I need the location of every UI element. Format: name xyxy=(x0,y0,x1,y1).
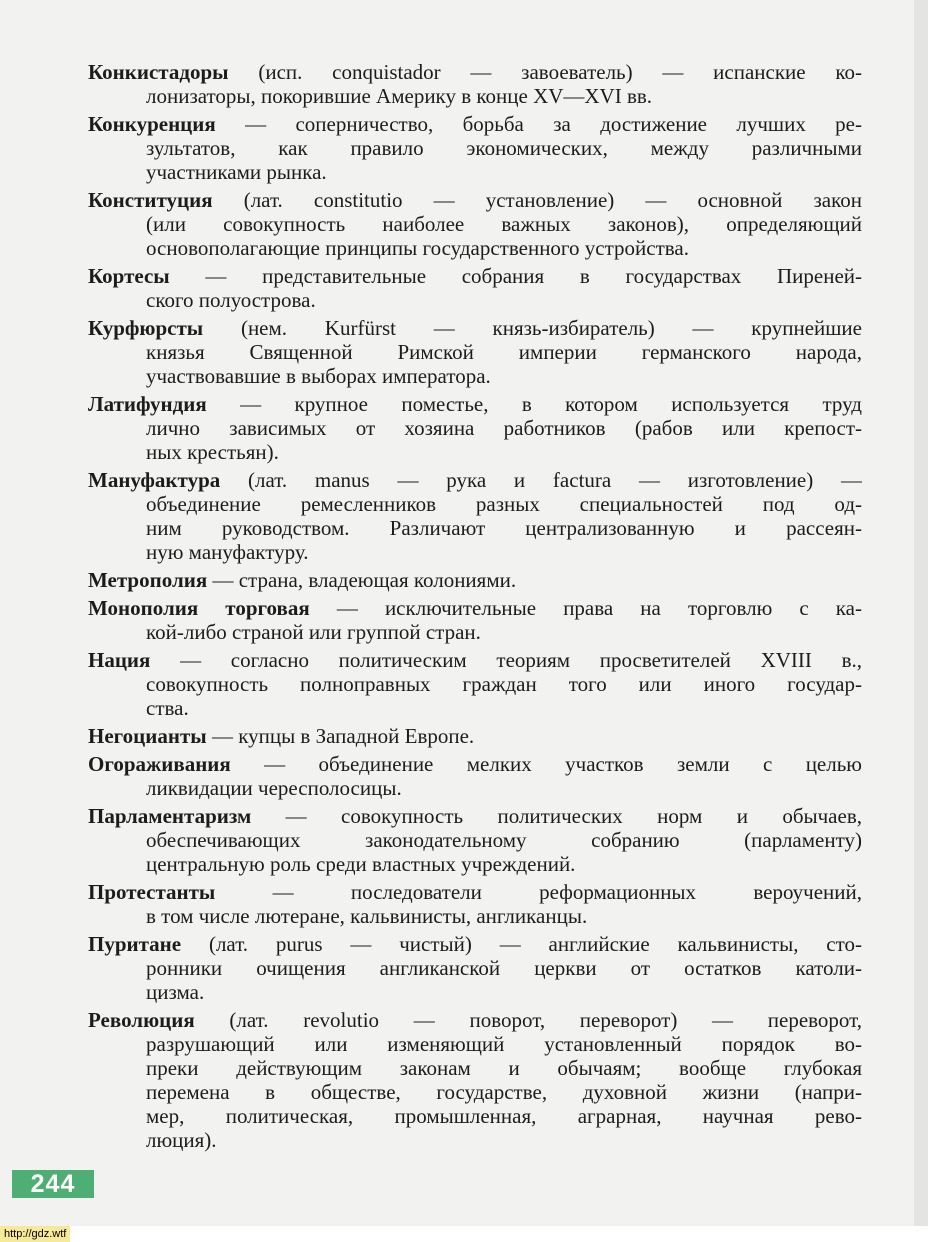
entry-definition-text: (нем. Kurfürst — князь-избиратель) — крупнейшие xyxy=(203,316,862,340)
entry-term: Кортесы xyxy=(88,264,170,288)
entry-definition-text: — представительные собрания в государствах Пиреней- xyxy=(169,264,862,288)
entry-first-line xyxy=(88,596,862,620)
glossary-entry xyxy=(88,264,862,312)
entry-line xyxy=(88,904,862,928)
glossary-entry xyxy=(88,468,862,564)
entry-definition-text: — крупное поместье, в котором используется труд xyxy=(206,392,862,416)
entry-line xyxy=(88,620,862,644)
glossary-entry xyxy=(88,316,862,388)
glossary-entry xyxy=(88,648,862,720)
entry-line xyxy=(88,1128,862,1152)
glossary-entry xyxy=(88,568,862,592)
page-number: 244 xyxy=(12,1170,94,1198)
glossary-entry xyxy=(88,932,862,1004)
glossary-entry xyxy=(88,804,862,876)
entry-definition-text: (лат. constitutio — установление) — основной закон xyxy=(212,188,862,212)
glossary-entry xyxy=(88,724,862,748)
entry-definition-text: участниками рынка. xyxy=(146,160,327,184)
entry-term: Парламентаризм xyxy=(88,804,252,828)
entry-definition-text: ства. xyxy=(146,696,189,720)
entry-first-line xyxy=(88,60,862,84)
entry-line xyxy=(88,1080,862,1104)
entry-definition-text: центральную роль среди властных учреждений. xyxy=(146,852,576,876)
entry-line xyxy=(88,416,862,440)
entry-line xyxy=(88,440,862,464)
entry-definition-text: участвовавшие в выборах императора. xyxy=(146,364,491,388)
entry-definition-text: лонизаторы, покорившие Америку в конце XV—XVI вв. xyxy=(146,84,653,108)
entry-definition-text: — последователи реформационных вероучений, xyxy=(215,880,862,904)
entry-term: Пуритане xyxy=(88,932,182,956)
entry-line xyxy=(88,852,862,876)
entry-first-line xyxy=(88,932,862,956)
glossary-entry xyxy=(88,880,862,928)
entry-term: Мануфактура xyxy=(88,468,221,492)
entry-line xyxy=(88,1032,862,1056)
entry-line xyxy=(88,956,862,980)
entry-first-line xyxy=(88,724,862,748)
entry-definition-text: перемена в обществе, государстве, духовной жизни (напри- xyxy=(146,1080,862,1104)
glossary-entry xyxy=(88,112,862,184)
entry-first-line xyxy=(88,316,862,340)
entry-definition-text: в том числе лютеране, кальвинисты, англиканцы. xyxy=(146,904,588,928)
entry-definition-text: (или совокупность наиболее важных законов), определяющий xyxy=(146,212,862,236)
glossary-entry xyxy=(88,752,862,800)
entry-definition-text: зультатов, как правило экономических, между различными xyxy=(146,136,862,160)
entry-definition-text: — совокупность политических норм и обычаев, xyxy=(251,804,862,828)
entry-term: Негоцианты xyxy=(88,724,207,748)
glossary-entry xyxy=(88,596,862,644)
entry-line xyxy=(88,1104,862,1128)
entry-line xyxy=(88,540,862,564)
entry-definition-text: цизма. xyxy=(146,980,205,1004)
glossary-entry xyxy=(88,188,862,260)
entry-first-line xyxy=(88,648,862,672)
entry-term: Огораживания xyxy=(88,752,231,776)
watermark-link[interactable]: http://gdz.wtf xyxy=(0,1226,70,1242)
entry-line xyxy=(88,288,862,312)
entry-term: Латифундия xyxy=(88,392,207,416)
glossary xyxy=(88,60,862,1156)
entry-term: Конкистадоры xyxy=(88,60,229,84)
entry-first-line xyxy=(88,568,862,592)
entry-first-line xyxy=(88,112,862,136)
entry-definition-text: (лат. revolutio — поворот, переворот) — переворот, xyxy=(194,1008,862,1032)
entry-first-line xyxy=(88,752,862,776)
entry-definition-text: ронники очищения англиканской церкви от остатков католи- xyxy=(146,956,862,980)
entry-first-line xyxy=(88,804,862,828)
entry-term: Нация xyxy=(88,648,151,672)
entry-definition-text: лично зависимых от хозяина работников (рабов или крепост- xyxy=(146,416,862,440)
entry-line xyxy=(88,212,862,236)
entry-first-line xyxy=(88,264,862,288)
entry-definition-text: — соперничество, борьба за достижение лучших ре- xyxy=(215,112,862,136)
glossary-entry xyxy=(88,392,862,464)
entry-definition-text: — объединение мелких участков земли с целью xyxy=(230,752,862,776)
entry-first-line xyxy=(88,468,862,492)
entry-line xyxy=(88,980,862,1004)
entry-definition-text: мер, политическая, промышленная, аграрная, научная рево- xyxy=(146,1104,862,1128)
entry-definition-text: (лат. manus — рука и factura — изготовление) — xyxy=(220,468,862,492)
entry-line xyxy=(88,828,862,852)
entry-term: Революция xyxy=(88,1008,195,1032)
entry-line xyxy=(88,492,862,516)
entry-definition-text: основополагающие принципы государственного устройства. xyxy=(146,236,689,260)
entry-definition-text: объединение ремесленников разных специальностей под од- xyxy=(146,492,862,516)
entry-definition-text: — страна, владеющая колониями. xyxy=(207,568,517,592)
entry-definition-text: ского полуострова. xyxy=(146,288,316,312)
entry-term: Протестанты xyxy=(88,880,216,904)
glossary-entry xyxy=(88,60,862,108)
page-edge xyxy=(914,0,928,1226)
entry-first-line xyxy=(88,392,862,416)
entry-term: Монополия торговая xyxy=(88,596,310,620)
entry-first-line xyxy=(88,1008,862,1032)
entry-line xyxy=(88,776,862,800)
entry-line xyxy=(88,1056,862,1080)
entry-definition-text: совокупность полноправных граждан того или иного государ- xyxy=(146,672,862,696)
entry-line xyxy=(88,236,862,260)
entry-definition-text: разрушающий или изменяющий установленный порядок во- xyxy=(146,1032,862,1056)
entry-line xyxy=(88,160,862,184)
entry-definition-text: ним руководством. Различают централизованную и рассеян- xyxy=(146,516,862,540)
entry-definition-text: обеспечивающих законодательному собранию (парламенту) xyxy=(146,828,862,852)
entry-definition-text: ных крестьян). xyxy=(146,440,279,464)
entry-definition-text: — купцы в Западной Европе. xyxy=(206,724,475,748)
entry-line xyxy=(88,340,862,364)
entry-definition-text: люция). xyxy=(146,1128,217,1152)
entry-definition-text: преки действующим законам и обычаям; вообще глубокая xyxy=(146,1056,862,1080)
entry-definition-text: (лат. purus — чистый) — английские кальвинисты, сто- xyxy=(181,932,862,956)
glossary-entry xyxy=(88,1008,862,1152)
entry-line xyxy=(88,364,862,388)
entry-definition-text: ную мануфактуру. xyxy=(146,540,309,564)
entry-definition-text: ликвидации чересполосицы. xyxy=(146,776,402,800)
entry-first-line xyxy=(88,188,862,212)
entry-definition-text: князья Священной Римской империи германского народа, xyxy=(146,340,862,364)
bottom-strip xyxy=(0,1226,928,1242)
entry-term: Курфюрсты xyxy=(88,316,204,340)
entry-definition-text: — согласно политическим теориям просветителей XVIII в., xyxy=(150,648,862,672)
entry-term: Конкуренция xyxy=(88,112,216,136)
entry-definition-text: (исп. conquistador — завоеватель) — испанские ко- xyxy=(228,60,862,84)
entry-definition-text: — исключительные права на торговлю с ка- xyxy=(309,596,862,620)
entry-term: Метрополия xyxy=(88,568,208,592)
entry-line xyxy=(88,696,862,720)
entry-line xyxy=(88,516,862,540)
entry-first-line xyxy=(88,880,862,904)
entry-line xyxy=(88,672,862,696)
entry-line xyxy=(88,84,862,108)
entry-term: Конституция xyxy=(88,188,213,212)
entry-line xyxy=(88,136,862,160)
entry-definition-text: кой-либо страной или группой стран. xyxy=(146,620,481,644)
